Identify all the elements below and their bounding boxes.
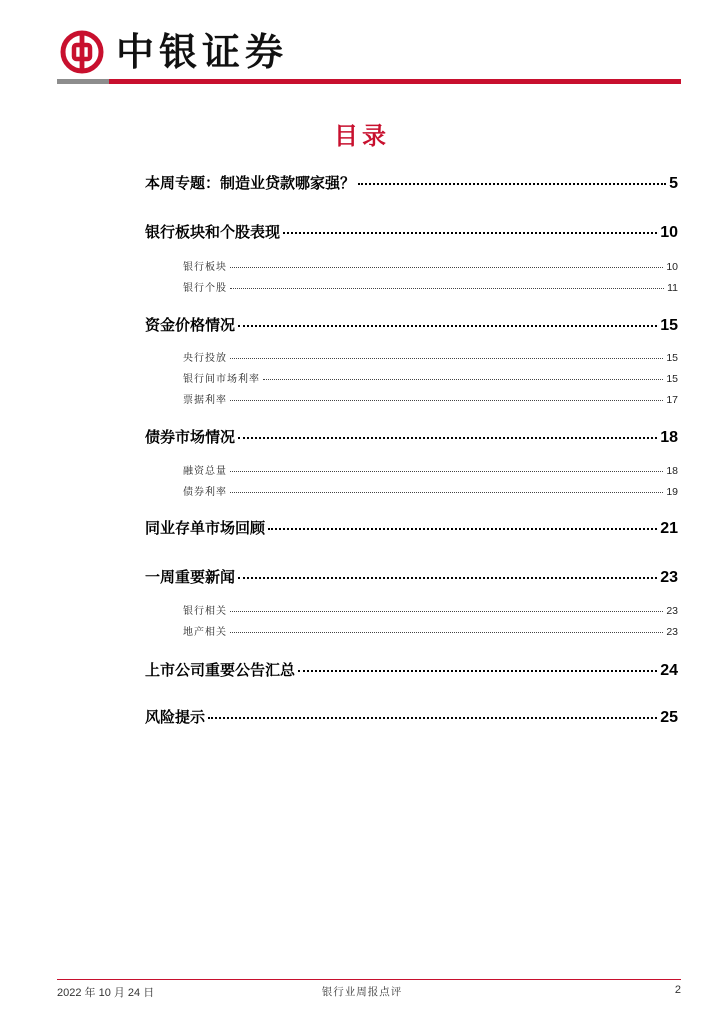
toc-subentry[interactable] [183, 391, 678, 405]
toc-leader-dots [230, 400, 663, 401]
toc-entry-page: 21 [660, 520, 678, 537]
toc-entry-title: 一周重要新闻 [145, 568, 236, 586]
toc-leader-dots [263, 379, 663, 380]
toc-leader-dots [208, 717, 657, 719]
toc-entry-page: 23 [660, 569, 678, 586]
toc-subentry-page: 11 [667, 282, 678, 294]
toc-entry-page: 10 [660, 224, 678, 241]
toc-entry[interactable] [145, 517, 678, 539]
footer-page-number: 2 [674, 984, 681, 996]
toc-subentry-page: 15 [666, 373, 678, 385]
toc-entry-title: 同业存单市场回顾 [145, 519, 266, 537]
toc-subentry-page: 19 [666, 486, 678, 498]
brand-name: 中银证券 [116, 29, 289, 74]
toc-subentry-page: 23 [666, 605, 678, 617]
toc-title: 目录 [334, 122, 390, 150]
toc-subentry-title: 银行板块 [183, 262, 227, 273]
toc-leader-dots [230, 288, 664, 289]
toc-subentry-title: 票据利率 [183, 395, 227, 406]
toc-subentry-title: 央行投放 [183, 353, 227, 364]
toc-leader-dots [298, 670, 657, 672]
footer-date: 2022 年 10 月 24 日 [57, 987, 155, 999]
toc-entry[interactable] [145, 659, 678, 681]
toc-subentry-page: 18 [666, 465, 678, 477]
toc-entry-page: 15 [660, 317, 678, 334]
toc-leader-dots [268, 528, 657, 530]
bank-of-china-logo-icon [60, 30, 104, 74]
toc-entry-title: 银行板块和个股表现 [145, 223, 281, 241]
header-rule-red [109, 79, 681, 84]
header-rule-gray [57, 79, 109, 84]
toc-subentry-title: 银行相关 [183, 606, 227, 617]
toc-subentry-page: 15 [666, 352, 678, 364]
toc-leader-dots [283, 232, 657, 234]
toc-subentry-title: 债券利率 [183, 487, 227, 498]
toc-entry-title: 债券市场情况 [145, 428, 236, 446]
toc-subentry[interactable] [183, 623, 678, 637]
toc-leader-dots [230, 611, 663, 612]
toc-subentry-title: 融资总量 [183, 466, 227, 477]
toc-subentry-title: 银行间市场利率 [183, 374, 260, 385]
toc-subentry[interactable] [183, 370, 678, 384]
toc-subentry[interactable] [183, 349, 678, 363]
toc-leader-dots [230, 471, 663, 472]
toc-subentry[interactable] [183, 602, 678, 616]
page-header [0, 0, 724, 90]
toc-entry[interactable] [145, 706, 678, 728]
toc-leader-dots [230, 492, 663, 493]
toc-subentry-page: 23 [666, 626, 678, 638]
toc-entry-page: 5 [669, 175, 678, 192]
toc-entry-page: 18 [660, 429, 678, 446]
toc-entry-title: 本周专题：制造业贷款哪家强？ [145, 174, 356, 192]
toc-subentry[interactable] [183, 258, 678, 272]
toc-entry-page: 24 [660, 662, 678, 679]
toc-entry[interactable] [145, 221, 678, 243]
toc-leader-dots [230, 267, 663, 268]
toc-leader-dots [230, 358, 663, 359]
toc-leader-dots [238, 437, 657, 439]
toc-subentry-title: 地产相关 [183, 627, 227, 638]
toc-subentry-page: 10 [666, 261, 678, 273]
toc-entry-title: 风险提示 [145, 708, 206, 726]
toc-subentry[interactable] [183, 462, 678, 476]
toc-entry-page: 25 [660, 709, 678, 726]
toc-leader-dots [238, 325, 657, 327]
toc-entry[interactable] [145, 566, 678, 588]
toc-entry[interactable] [145, 172, 678, 194]
toc-leader-dots [238, 577, 657, 579]
toc-entry[interactable] [145, 426, 678, 448]
toc-leader-dots [230, 632, 663, 633]
footer-report-type: 银行业周报点评 [321, 986, 403, 998]
footer-rule [57, 979, 681, 980]
toc-subentry[interactable] [183, 279, 678, 293]
toc-subentry[interactable] [183, 483, 678, 497]
toc-entry-title: 资金价格情况 [145, 316, 236, 334]
toc-subentry-title: 银行个股 [183, 283, 227, 294]
toc-leader-dots [358, 183, 666, 185]
toc-entry-title: 上市公司重要公告汇总 [145, 661, 296, 679]
toc-entry[interactable] [145, 314, 678, 336]
toc-subentry-page: 17 [666, 394, 678, 406]
